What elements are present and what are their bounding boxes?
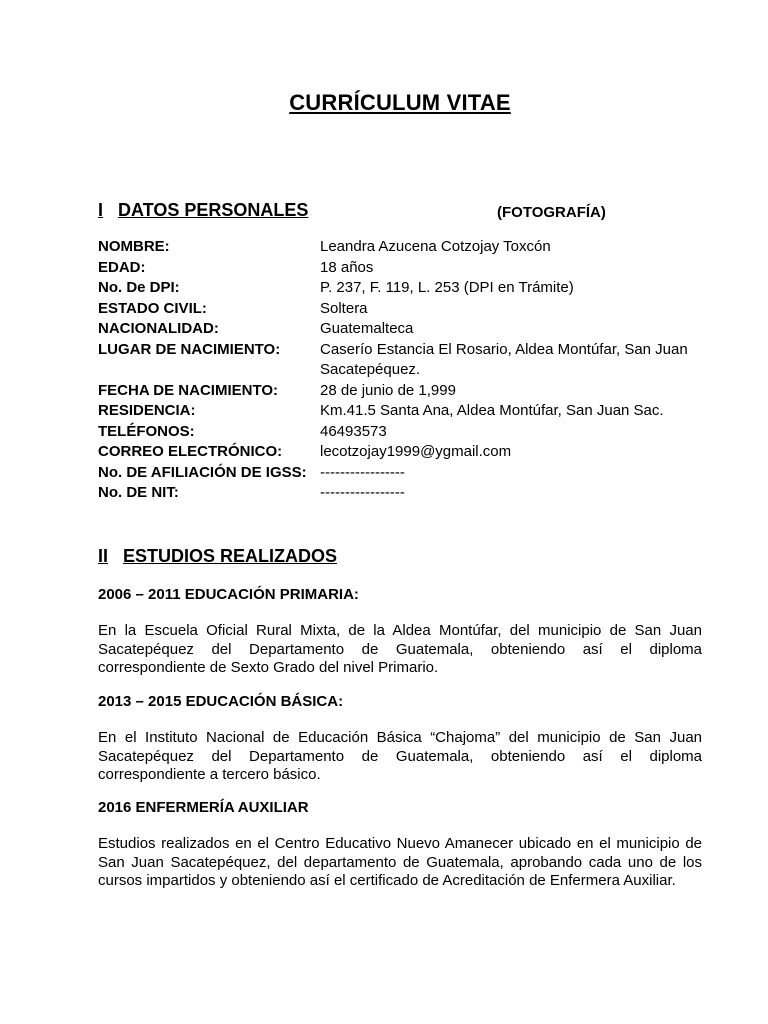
info-value: Guatemalteca	[320, 320, 414, 337]
info-value: -----------------	[320, 463, 405, 481]
info-row-nationality	[98, 319, 718, 340]
info-label: RESIDENCIA:	[98, 402, 196, 419]
info-label: EDAD:	[98, 258, 146, 276]
study-description-primary: En la Escuela Oficial Rural Mixta, de la Aldea Montúfar, del municipio de San Juan Sacatepéquez del Departamento de Guatemala, obteniendo así el diploma correspondiente de Sexto Grado del nivel Primario.	[98, 622, 702, 676]
section-number: I	[98, 200, 104, 220]
info-label: TELÉFONOS:	[98, 422, 195, 440]
study-heading-basic: 2013 – 2015 EDUCACIÓN BÁSICA:	[98, 693, 344, 710]
info-row-email	[98, 442, 718, 463]
study-description-nursing: Estudios realizados en el Centro Educativo Nuevo Amanecer ubicado en el municipio de San Juan Sacatepéquez, del departamento de Guatemala, aprobando cada uno de los cursos impartidos y obteniendo así el certificado de Acreditación de Enfermera Auxiliar.	[98, 835, 702, 889]
info-row-residence	[98, 401, 718, 422]
study-heading-primary: 2006 – 2011 EDUCACIÓN PRIMARIA:	[98, 586, 359, 603]
personal-data-list	[98, 237, 718, 504]
info-value: Caserío Estancia El Rosario, Aldea Montúfar, San Juan Sacatepéquez.	[320, 340, 688, 378]
info-row-civil-status	[98, 299, 718, 320]
info-value: -----------------	[320, 484, 405, 501]
section-title: ESTUDIOS REALIZADOS	[123, 546, 338, 566]
info-label: ESTADO CIVIL:	[98, 299, 207, 317]
info-row-name	[98, 237, 718, 258]
info-label: NOMBRE:	[98, 238, 170, 255]
info-row-birthplace	[98, 340, 718, 381]
info-label: FECHA DE NACIMIENTO:	[98, 381, 278, 399]
study-description-basic: En el Instituto Nacional de Educación Básica “Chajoma” del municipio de San Juan Sacatepéquez del Departamento de Guatemala, obteniendo así el diploma correspondiente a tercero básico.	[98, 729, 702, 783]
info-label: NACIONALIDAD:	[98, 320, 219, 337]
info-label: LUGAR DE NACIMIENTO:	[98, 340, 281, 358]
section-number: II	[98, 546, 109, 566]
info-label: No. DE AFILIACIÓN DE IGSS:	[98, 463, 307, 481]
info-value: 28 de junio de 1,999	[320, 381, 456, 399]
info-value: 46493573	[320, 422, 387, 440]
info-value: Leandra Azucena Cotzojay Toxcón	[320, 238, 551, 255]
study-heading-nursing: 2016 ENFERMERÍA AUXILIAR	[98, 799, 309, 816]
info-row-birthdate	[98, 381, 718, 402]
info-label: No. DE NIT:	[98, 484, 179, 501]
info-value: 18 años	[320, 258, 374, 276]
info-row-nit	[98, 483, 718, 504]
info-value: P. 237, F. 119, L. 253 (DPI en Trámite)	[320, 279, 574, 296]
info-value: Soltera	[320, 299, 368, 317]
info-value: lecotzojay1999@ygmail.com	[320, 443, 512, 460]
info-row-age	[98, 258, 718, 279]
info-label: No. De DPI:	[98, 279, 180, 296]
info-row-dpi	[98, 278, 718, 299]
section-heading-personal-data	[98, 200, 308, 221]
info-row-phones	[98, 422, 718, 443]
section-title: DATOS PERSONALES	[118, 200, 309, 220]
photo-placeholder-label: (FOTOGRAFÍA)	[497, 204, 606, 221]
info-label: CORREO ELECTRÓNICO:	[98, 443, 283, 460]
info-value: Km.41.5 Santa Ana, Aldea Montúfar, San Juan Sac.	[320, 402, 664, 419]
info-row-igss	[98, 463, 718, 484]
section-heading-studies	[98, 546, 337, 567]
document-title: CURRÍCULUM VITAE	[289, 90, 511, 115]
